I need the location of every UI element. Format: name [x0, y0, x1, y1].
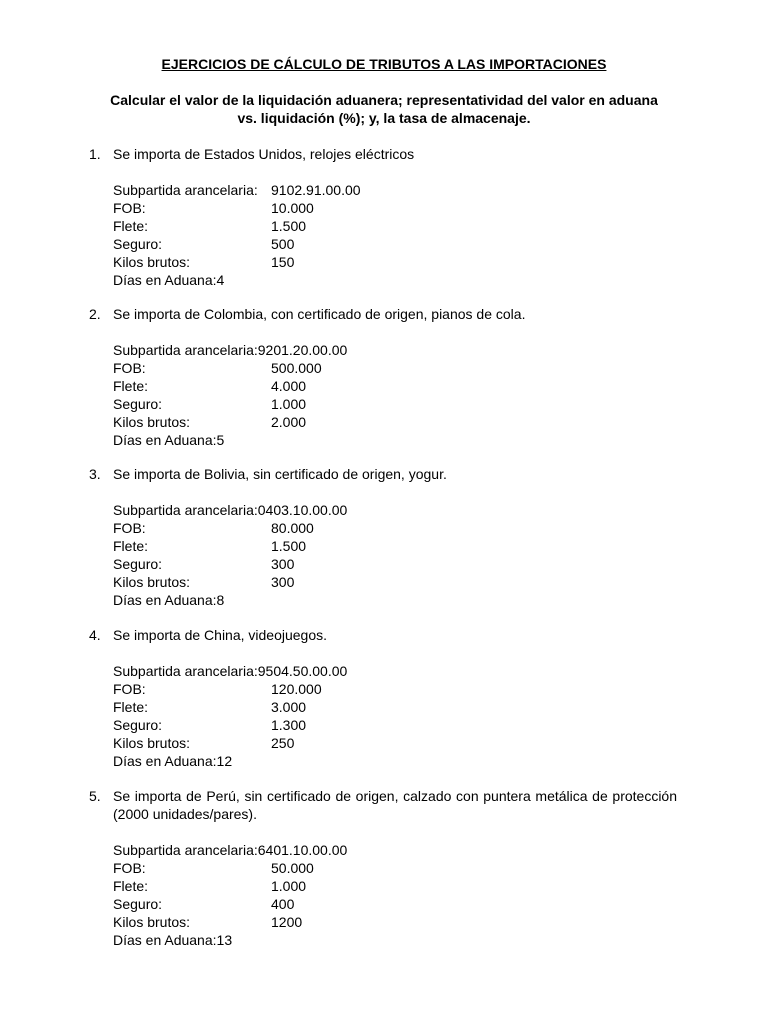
exercise-number: 1.: [89, 146, 101, 162]
dias-row: [113, 591, 768, 609]
seguro-label: Seguro:: [113, 396, 163, 412]
kilos-row: [113, 573, 768, 591]
flete-label: Flete:: [113, 878, 149, 894]
exercise-description: Se importa de Bolivia, sin certificado de origen, yogur.: [113, 466, 447, 482]
kilos-row: [113, 734, 768, 752]
subpartida-label: Subpartida arancelaria:: [113, 842, 258, 858]
flete-value: 3.000: [271, 699, 307, 715]
fob-label: FOB:: [113, 860, 146, 876]
fob-row: [113, 859, 768, 877]
kilos-label: Kilos brutos:: [113, 414, 191, 430]
flete-label: Flete:: [113, 538, 149, 554]
dias-value: 13: [216, 932, 233, 948]
flete-row: [113, 537, 768, 555]
kilos-label: Kilos brutos:: [113, 735, 191, 751]
kilos-label: Kilos brutos:: [113, 574, 191, 590]
kilos-value: 2.000: [271, 414, 307, 430]
seguro-value: 1.000: [271, 396, 307, 412]
dias-row: [113, 752, 768, 770]
exercise-number: 2.: [89, 306, 101, 322]
seguro-value: 400: [271, 896, 295, 912]
subpartida-row: [113, 662, 768, 680]
seguro-row: [113, 555, 768, 573]
dias-row: [113, 431, 768, 449]
seguro-row: [113, 235, 768, 253]
fob-value: 10.000: [271, 200, 314, 216]
kilos-value: 150: [271, 254, 295, 270]
seguro-label: Seguro:: [113, 896, 163, 912]
exercise-number: 4.: [89, 627, 101, 643]
flete-label: Flete:: [113, 378, 149, 394]
fob-value: 80.000: [271, 520, 314, 536]
dias-value: 5: [216, 432, 225, 448]
subpartida-row: [113, 181, 768, 199]
seguro-label: Seguro:: [113, 717, 163, 733]
flete-row: [113, 877, 768, 895]
dias-row: [113, 271, 768, 289]
fob-value: 50.000: [271, 860, 314, 876]
kilos-row: [113, 913, 768, 931]
exercise-1: [0, 145, 768, 289]
subpartida-row: [113, 501, 768, 519]
exercise-5: [0, 787, 768, 949]
dias-label: Días en Aduana:: [113, 753, 217, 769]
subpartida-value: 6401.10.00.00: [257, 842, 348, 858]
dias-label: Días en Aduana:: [113, 272, 217, 288]
subpartida-label: Subpartida arancelaria:: [113, 502, 258, 518]
flete-row: [113, 217, 768, 235]
kilos-label: Kilos brutos:: [113, 914, 191, 930]
exercise-description: Se importa de Colombia, con certificado de origen, pianos de cola.: [113, 306, 526, 322]
flete-row: [113, 377, 768, 395]
fob-row: [113, 199, 768, 217]
subpartida-value: 0403.10.00.00: [257, 502, 348, 518]
subpartida-value: 9504.50.00.00: [257, 663, 348, 679]
exercise-description: Se importa de Estados Unidos, relojes eléctricos: [113, 146, 415, 162]
flete-row: [113, 698, 768, 716]
seguro-value: 500: [271, 236, 295, 252]
exercise-3: [0, 465, 768, 609]
fob-label: FOB:: [113, 520, 146, 536]
fob-row: [113, 680, 768, 698]
seguro-label: Seguro:: [113, 556, 163, 572]
exercise-4: [0, 626, 768, 770]
kilos-row: [113, 413, 768, 431]
subpartida-label: Subpartida arancelaria:: [113, 182, 258, 198]
fob-label: FOB:: [113, 200, 146, 216]
seguro-value: 1.300: [271, 717, 307, 733]
fob-value: 500.000: [271, 360, 322, 376]
seguro-row: [113, 895, 768, 913]
subpartida-label: Subpartida arancelaria:: [113, 663, 258, 679]
flete-value: 1.500: [271, 538, 307, 554]
flete-value: 4.000: [271, 378, 307, 394]
dias-value: 4: [216, 272, 225, 288]
seguro-row: [113, 395, 768, 413]
subpartida-label: Subpartida arancelaria:: [113, 342, 258, 358]
dias-value: 8: [216, 592, 225, 608]
fob-row: [113, 519, 768, 537]
exercise-description: Se importa de China, videojuegos.: [113, 627, 328, 643]
kilos-row: [113, 253, 768, 271]
kilos-value: 300: [271, 574, 295, 590]
seguro-row: [113, 716, 768, 734]
flete-label: Flete:: [113, 218, 149, 234]
flete-value: 1.000: [271, 878, 307, 894]
exercise-2: [0, 305, 768, 449]
dias-label: Días en Aduana:: [113, 932, 217, 948]
dias-value: 12: [216, 753, 233, 769]
fob-label: FOB:: [113, 360, 146, 376]
fob-label: FOB:: [113, 681, 146, 697]
flete-label: Flete:: [113, 699, 149, 715]
subpartida-value: 9102.91.00.00: [271, 182, 361, 198]
dias-row: [113, 931, 768, 949]
subpartida-row: [113, 341, 768, 359]
kilos-value: 250: [271, 735, 295, 751]
subpartida-row: [113, 841, 768, 859]
kilos-label: Kilos brutos:: [113, 254, 191, 270]
document-instructions: Calcular el valor de la liquidación aduanera; representatividad del valor en aduana vs. liquidación (%); y, la tasa de almacenaje.: [110, 92, 658, 126]
exercise-number: 5.: [89, 788, 101, 804]
subpartida-value: 9201.20.00.00: [257, 342, 348, 358]
fob-row: [113, 359, 768, 377]
seguro-value: 300: [271, 556, 295, 572]
dias-label: Días en Aduana:: [113, 432, 217, 448]
dias-label: Días en Aduana:: [113, 592, 217, 608]
document-title: EJERCICIOS DE CÁLCULO DE TRIBUTOS A LAS IMPORTACIONES: [161, 56, 607, 72]
exercise-description: Se importa de Perú, sin certificado de origen, calzado con puntera metálica de protección (2000 unidades/pares).: [113, 788, 677, 822]
fob-value: 120.000: [271, 681, 322, 697]
kilos-value: 1200: [271, 914, 303, 930]
seguro-label: Seguro:: [113, 236, 163, 252]
flete-value: 1.500: [271, 218, 307, 234]
exercise-number: 3.: [89, 466, 101, 482]
